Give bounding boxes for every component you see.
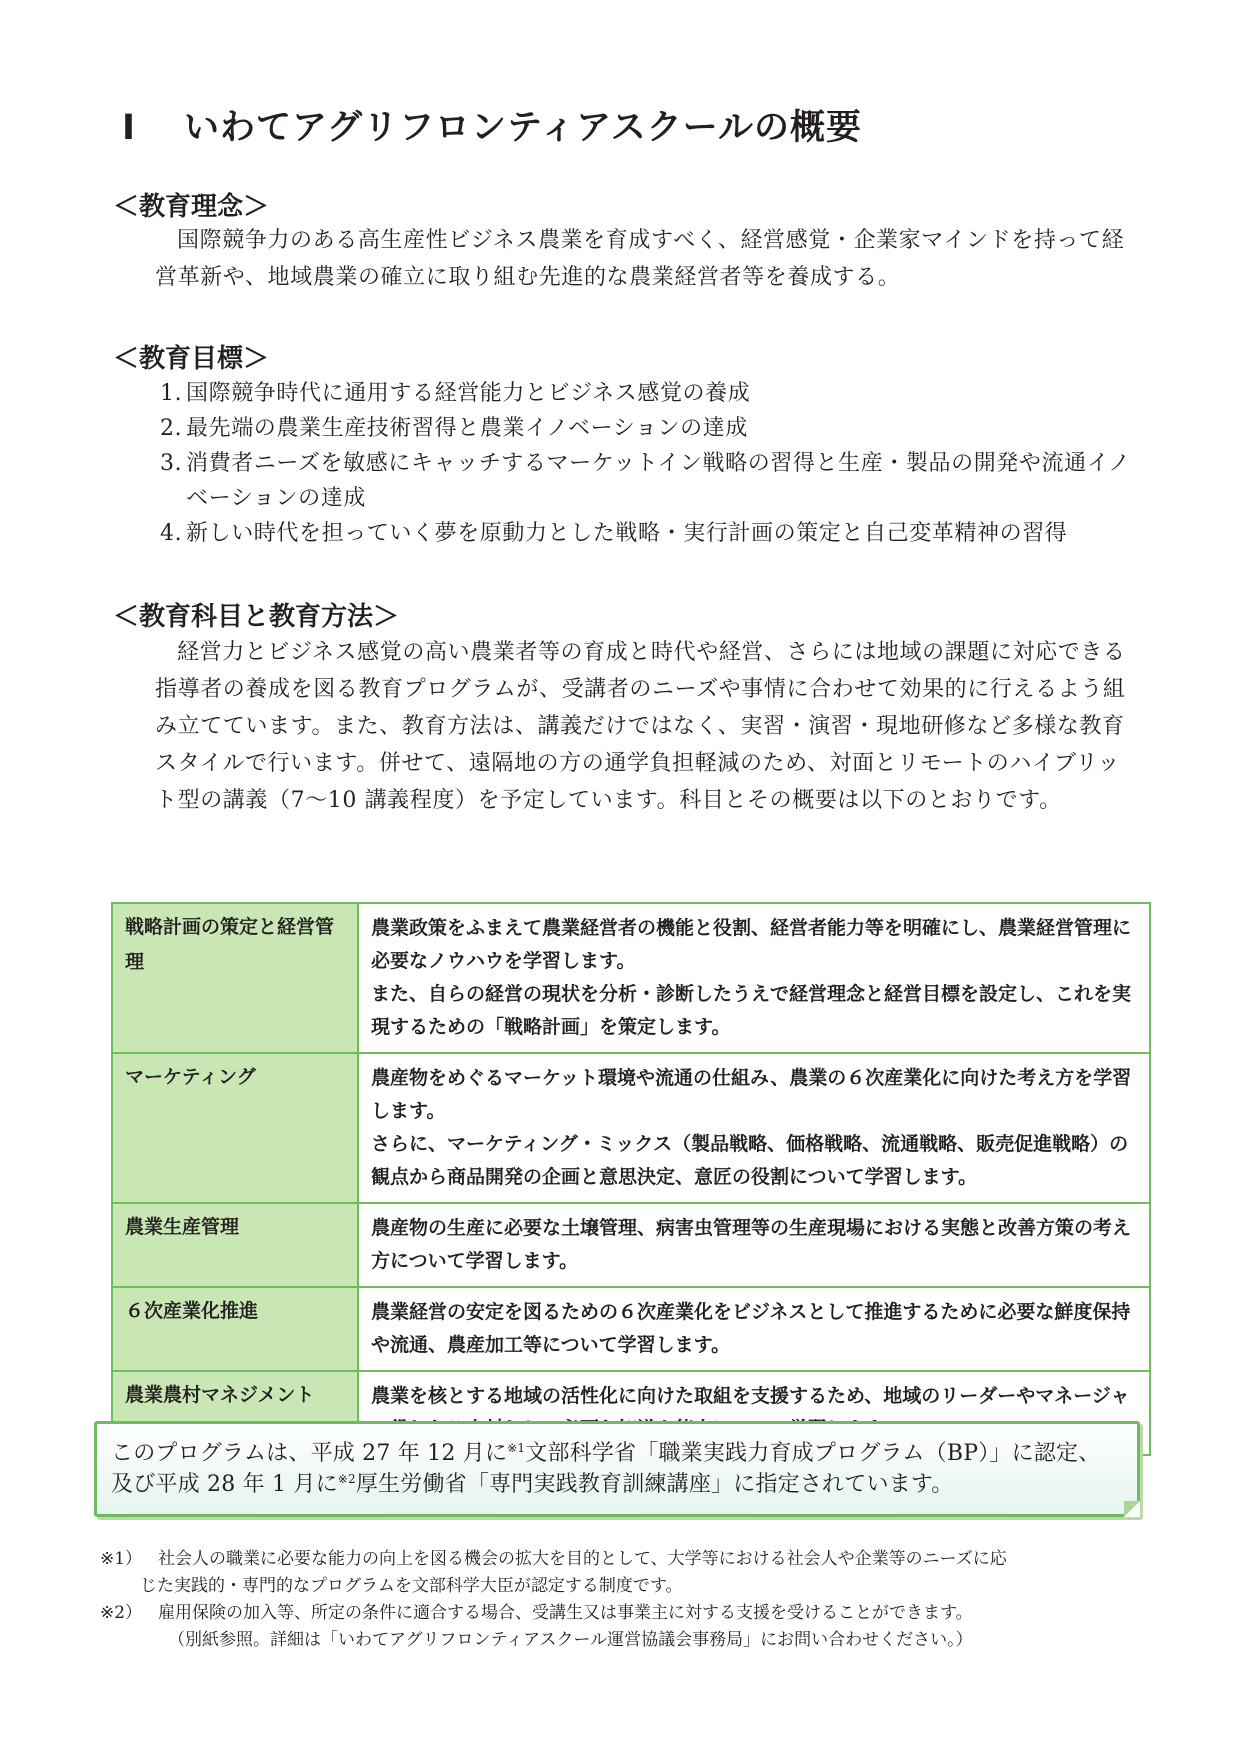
methods-heading: ＜教育科目と教育方法＞ (113, 602, 400, 632)
subject-description (358, 903, 1150, 1053)
goal-number: 4. (160, 521, 183, 546)
methods-text: 経営力とビジネス感覚の高い農業者等の育成と時代や経営、さらには地域の課題に対応できる指導者の養成を図る教育プログラムが、受講者のニーズや事情に合わせて効果的に行えるよう組み立てています。また、教育方法は、講義だけではなく、実習・演習・現地研修など多様な教育スタイルで行います。併せて、遠隔地の方の通学負担軽減のため、対面とリモートのハイブリット型の講義（7～10 講義程度）を予定しています。科目とその概要は以下のとおりです。 (155, 640, 1126, 813)
table-row (112, 1287, 1150, 1371)
goal-item (160, 446, 1150, 516)
subject-name: 戦略計画の策定と経営管理 (112, 903, 358, 1053)
description-line: 農業政策をふまえて農業経営者の機能と役割、経営者能力等を明確にし、農業経営管理に必要なノウハウを学習します。 (371, 917, 1132, 972)
goal-text: 国際競争時代に通用する経営能力とビジネス感覚の養成 (186, 381, 751, 406)
description-line: 農業を核とする地域の活性化に向けた取組を支援するため、地域のリーダーやマネージャ (371, 1385, 1130, 1407)
goal-text: 最先端の農業生産技術習得と農業イノベーションの達成 (186, 416, 748, 441)
notice-part: 文部科学省「職業実践力育成プログラム（BP）」に認定、 (525, 1441, 1101, 1466)
goal-number: 1. (160, 381, 183, 406)
goal-text: 消費者ニーズを敏感にキャッチするマーケットイン戦略の習得と生産・製品の開発や流通イノベーションの達成 (186, 451, 1131, 511)
notice-part: 厚生労働省「専門実践教育訓練講座」に指定されています。 (355, 1472, 954, 1497)
goal-number: 2. (160, 416, 183, 441)
table-row (112, 1203, 1150, 1287)
goal-item (160, 411, 1150, 446)
philosophy-heading: ＜教育理念＞ (113, 192, 270, 222)
description-line: さらに、マーケティング・ミックス（製品戦略、価格戦略、流通戦略、販売促進戦略）の観点から商品開発の企画と意思決定、意匠の役割について学習します。 (371, 1133, 1129, 1188)
footnote-text: じた実践的・専門的なプログラムを文部科学大臣が認定する制度です。 (140, 1576, 683, 1596)
subject-description (358, 1053, 1150, 1203)
subject-name: ６次産業化推進 (112, 1287, 358, 1371)
description-line: また、自らの経営の現状を分析・診断したうえで経営理念と経営目標を設定し、これを実現するための「戦略計画」を策定します。 (371, 983, 1132, 1038)
subject-name: 農業生産管理 (112, 1203, 358, 1287)
goal-text: 新しい時代を担っていく夢を原動力とした戦略・実行計画の策定と自己変革精神の習得 (186, 521, 1068, 546)
goals-list (160, 376, 1150, 551)
goal-item (160, 376, 1150, 411)
subjects-table (111, 902, 1151, 1456)
footnote-ref-1: ※1 (507, 1441, 526, 1455)
notice-part: このプログラムは、平成 27 年 12 月に (111, 1441, 508, 1466)
section-title: いわてアグリフロンティアスクールの概要 (184, 108, 863, 148)
subject-name: 農業農村マネジメント (112, 1371, 358, 1455)
goal-item (160, 516, 1150, 551)
footnote-text: 社会人の職業に必要な能力の向上を図る機会の拡大を目的として、大学等における社会人や企業等のニーズに応 (158, 1549, 1007, 1569)
table-row (112, 1053, 1150, 1203)
description-line: 農産物をめぐるマーケット環境や流通の仕組み、農業の６次産業化に向けた考え方を学習します。 (371, 1067, 1132, 1122)
footnote-2 (100, 1600, 1140, 1654)
goal-number: 3. (160, 451, 183, 476)
subject-name: マーケティング (112, 1053, 358, 1203)
certification-notice-box (94, 1421, 1140, 1517)
footnote-mark: ※2） (100, 1603, 143, 1623)
table-row (112, 903, 1150, 1053)
goals-heading: ＜教育目標＞ (113, 344, 270, 374)
footnote-text: （別紙参照。詳細は「いわてアグリフロンティアスクール運営協議会事務局」にお問い合わせください。） (168, 1630, 973, 1650)
certification-notice-text (111, 1438, 1121, 1500)
footnote-text: 雇用保険の加入等、所定の条件に適合する場合、受講生又は事業主に対する支援を受けることができます。 (158, 1603, 973, 1623)
section-number: Ⅰ (122, 108, 137, 148)
description-line: 農業経営の安定を図るための６次産業化をビジネスとして推進するために必要な鮮度保持や流通、農産加工等について学習します。 (371, 1301, 1131, 1356)
footnote-mark: ※1） (100, 1549, 143, 1569)
footnote-ref-2: ※2 (337, 1472, 356, 1486)
page-curl-decoration (1124, 1501, 1140, 1517)
footnote-1 (100, 1546, 1140, 1600)
page-title (122, 100, 862, 150)
subject-description (358, 1287, 1150, 1371)
notice-part: 及び平成 28 年 1 月に (111, 1472, 338, 1497)
description-line: 農産物の生産に必要な土壌管理、病害虫管理等の生産現場における実態と改善方策の考え方について学習します。 (371, 1217, 1132, 1272)
subject-description (358, 1203, 1150, 1287)
philosophy-text: 国際競争力のある高生産性ビジネス農業を育成すべく、経営感覚・企業家マインドを持って経営革新や、地域農業の確立に取り組む先進的な農業経営者等を養成する。 (155, 228, 1125, 290)
